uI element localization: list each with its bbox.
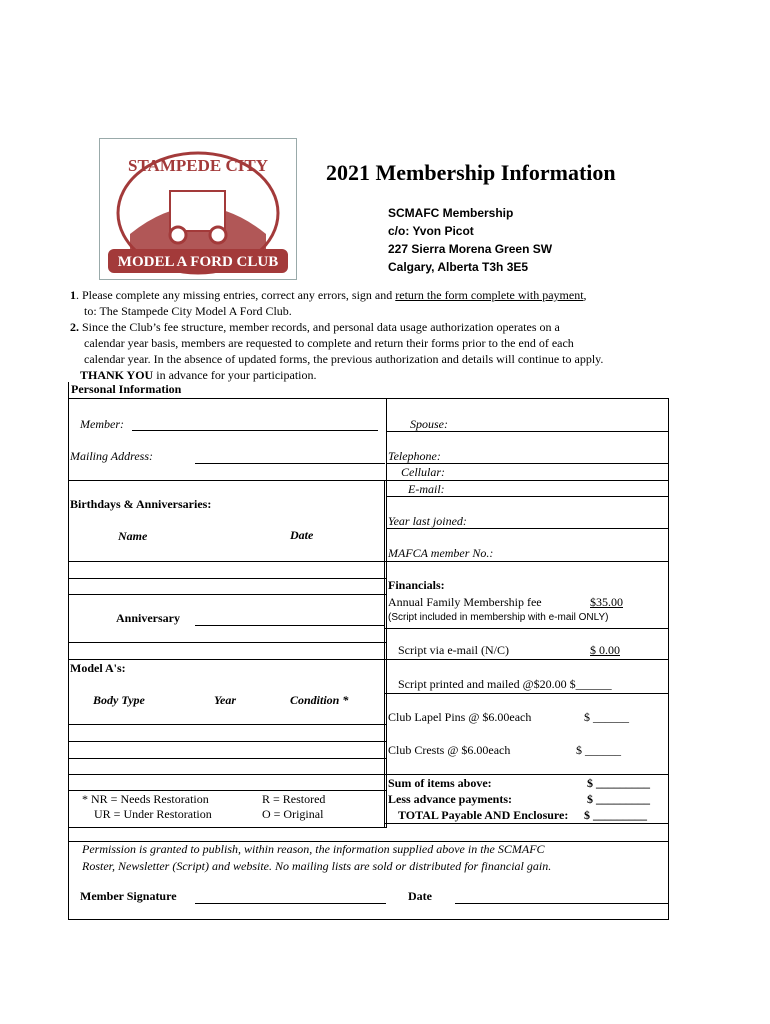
name-column-header: Name	[118, 529, 148, 543]
instruction-text: in advance for your participation.	[153, 368, 317, 382]
model-row-line[interactable]	[68, 724, 386, 725]
sum-label: Sum of items above:	[388, 776, 492, 790]
lapel-pins-label: Club Lapel Pins @ $6.00each	[388, 710, 532, 724]
member-label: Member:	[80, 417, 124, 431]
model-row-line[interactable]	[68, 758, 386, 759]
club-logo	[99, 138, 297, 280]
page-title: 2021 Membership Information	[326, 160, 616, 185]
instruction-text: calendar year basis, members are requested to complete and return their forms prior to the end of each	[84, 336, 574, 350]
permission-line: Roster, Newsletter (Script) and website. No mailing lists are sold or distributed for financial gain.	[82, 859, 552, 873]
script-email-value: $ 0.00	[590, 643, 620, 657]
mailing-address-input-line[interactable]	[195, 463, 385, 464]
mailing-address-label: Mailing Address:	[70, 449, 153, 463]
instruction-number: 2.	[70, 320, 79, 334]
cellular-label: Cellular:	[401, 465, 445, 479]
logo-arc-text: STAMPEDE CITY	[128, 156, 268, 175]
instruction-text: . Please complete any missing entries, correct any errors, sign and	[76, 288, 396, 302]
model-row-line[interactable]	[68, 741, 386, 742]
telephone-label: Telephone:	[388, 449, 441, 463]
model-a-heading: Model A's:	[70, 661, 126, 675]
anniversary-input-line[interactable]	[195, 625, 385, 626]
cellular-input-line[interactable]	[386, 480, 668, 481]
instruction-text: to: The Stampede City Model A Ford Club.	[84, 304, 292, 318]
anniversary-label: Anniversary	[116, 611, 180, 625]
club-crests-value[interactable]: $ ______	[576, 743, 621, 757]
birthday-row-line[interactable]	[68, 561, 386, 562]
total-label: TOTAL Payable AND Enclosure:	[398, 808, 569, 822]
less-payments-label: Less advance payments:	[388, 792, 513, 806]
birthdays-heading: Birthdays & Anniversaries:	[70, 497, 212, 511]
mailing-address-block	[388, 204, 552, 276]
annual-fee-label: Annual Family Membership fee	[388, 595, 542, 609]
less-payments-value[interactable]: $ _________	[587, 792, 650, 806]
instruction-text: Since the Club’s fee structure, member records, and personal data usage authorization operates on a	[79, 320, 560, 334]
member-input-line[interactable]	[132, 430, 378, 431]
sum-value[interactable]: $ _________	[587, 776, 650, 790]
instruction-text: ,	[583, 288, 587, 302]
telephone-input-line[interactable]	[386, 463, 668, 464]
date-column-header: Date	[290, 528, 314, 542]
annual-fee-value: $35.00	[590, 595, 623, 609]
lapel-pins-value[interactable]: $ ______	[584, 710, 629, 724]
instruction-underline: return the form complete with payment	[395, 288, 584, 302]
script-email-label: Script via e-mail (N/C)	[398, 643, 509, 657]
address-line: c/o: Yvon Picot	[388, 224, 474, 238]
instruction-text: calendar year. In the absence of updated forms, the previous authorization and details will continue to apply.	[84, 352, 604, 366]
permission-line: Permission is granted to publish, within reason, the information supplied above in the SCMAFC	[82, 842, 545, 856]
address-line: SCMAFC Membership	[388, 206, 514, 220]
financials-heading: Financials:	[388, 578, 445, 592]
club-logo-graphic	[100, 139, 296, 279]
signature-input-line[interactable]	[195, 903, 386, 904]
condition-header: Condition *	[290, 693, 349, 707]
mafca-label: MAFCA member No.:	[388, 546, 494, 560]
spouse-input-line[interactable]	[386, 431, 668, 432]
instructions	[70, 287, 670, 383]
signature-date-input-line[interactable]	[455, 903, 668, 904]
signature-label: Member Signature	[80, 889, 177, 903]
year-joined-label: Year last joined:	[388, 514, 467, 528]
signature-date-label: Date	[408, 889, 432, 903]
email-input-line[interactable]	[386, 496, 668, 497]
script-printed-label[interactable]: Script printed and mailed @$20.00 $______	[398, 677, 612, 691]
body-type-header: Body Type	[93, 693, 145, 707]
year-header: Year	[214, 693, 236, 707]
thank-you: THANK YOU	[80, 368, 154, 382]
personal-info-heading: Personal Information	[71, 382, 182, 396]
address-line: 227 Sierra Morena Green SW	[388, 242, 553, 256]
year-joined-input-line[interactable]	[386, 528, 668, 529]
address-line: Calgary, Alberta T3h 3E5	[388, 260, 529, 274]
permission-statement	[82, 841, 551, 875]
email-label: E-mail:	[408, 482, 445, 496]
birthday-row-line[interactable]	[68, 594, 386, 595]
instruction-number: 1	[70, 288, 76, 302]
club-crests-label: Club Crests @ $6.00each	[388, 743, 511, 757]
r-legend: R = Restored	[262, 792, 326, 806]
ur-legend: UR = Under Restoration	[94, 807, 212, 821]
script-note: (Script included in membership with e-mail ONLY)	[388, 612, 609, 623]
logo-banner-text: MODEL A FORD CLUB	[117, 254, 279, 270]
o-legend: O = Original	[262, 807, 324, 821]
nr-legend: * NR = Needs Restoration	[82, 792, 209, 806]
birthday-row-line[interactable]	[68, 578, 386, 579]
spouse-label: Spouse:	[410, 417, 448, 431]
total-value[interactable]: $ _________	[584, 808, 647, 822]
